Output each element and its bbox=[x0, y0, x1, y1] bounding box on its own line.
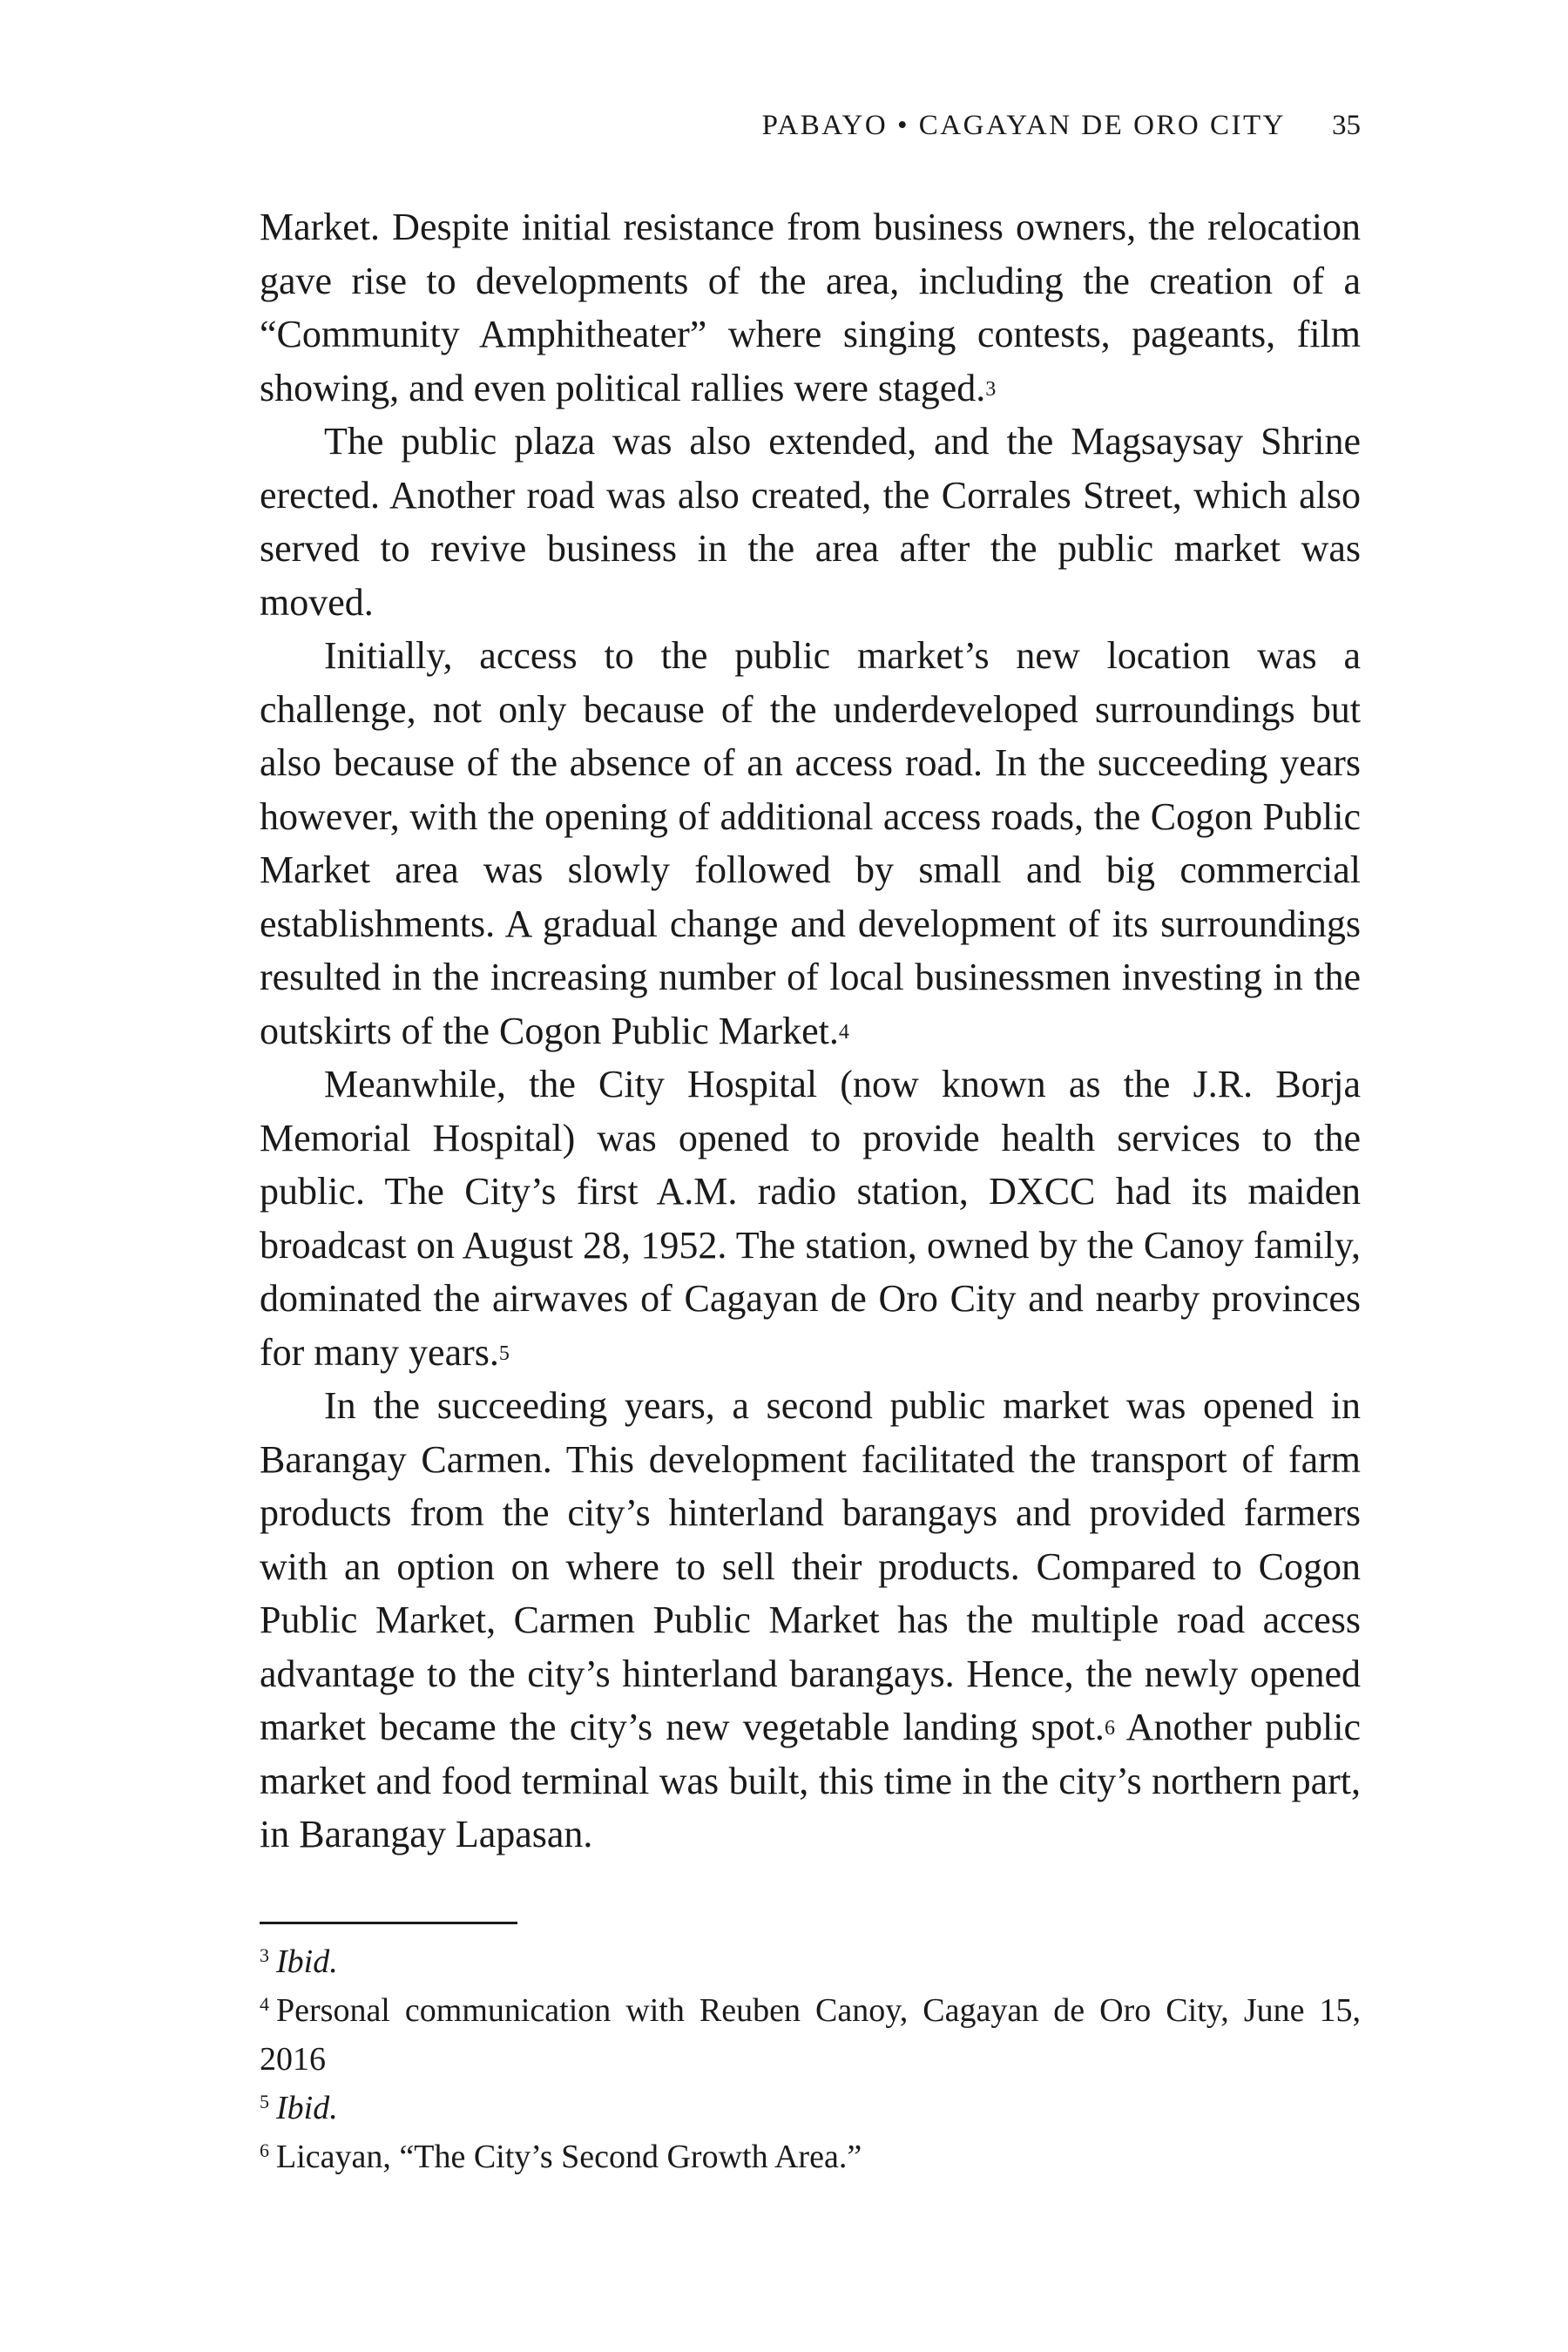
footnote-ref-3: 3 bbox=[985, 377, 997, 401]
footnote-3 bbox=[260, 1937, 1361, 1986]
footnote-text: Ibid. bbox=[276, 1943, 338, 1980]
footnote-ref-5: 5 bbox=[498, 1342, 510, 1365]
footnote-marker: 4 bbox=[260, 1993, 269, 2015]
paragraph-1 bbox=[260, 200, 1361, 415]
paragraph-text: Market. Despite initial resistance from business owners, the relocation gave rise to developments of the area, including the creation of a “Community Amphitheater” where singing contests, pageants, film showing, and even political rallies were staged. bbox=[260, 206, 1361, 409]
footnote-5 bbox=[260, 2084, 1361, 2132]
footnote-marker: 6 bbox=[260, 2139, 269, 2161]
paragraph-text-continued: Another public market and food terminal was built, this time in the city’s northern part, in Barangay Lapasan. bbox=[260, 1706, 1361, 1855]
footnotes bbox=[260, 1937, 1361, 2181]
footnote-text: Ibid. bbox=[276, 2090, 338, 2126]
footnote-marker: 5 bbox=[260, 2091, 269, 2112]
body-text bbox=[260, 200, 1361, 1862]
footnote-marker: 3 bbox=[260, 1944, 269, 1966]
running-head bbox=[260, 106, 1361, 145]
paragraph-5 bbox=[260, 1379, 1361, 1862]
footnote-text: Personal communication with Reuben Canoy, Cagayan de Oro City, June 15, 2016 bbox=[260, 1992, 1361, 2078]
paragraph-2 bbox=[260, 415, 1361, 629]
footnote-ref-4: 4 bbox=[838, 1020, 849, 1044]
paragraph-4 bbox=[260, 1058, 1361, 1379]
running-title: PABAYO • CAGAYAN DE ORO CITY bbox=[761, 110, 1286, 141]
paragraph-text: The public plaza was also extended, and the Magsaysay Shrine erected. Another road was also created, the Corrales Street, which also served to revive business in the area after the public market was moved. bbox=[260, 420, 1361, 624]
paragraph-text: Meanwhile, the City Hospital (now known as the J.R. Borja Memorial Hospital) was opened to provide health services to the public. The City’s first A.M. radio station, DXCC had its maiden broadcast on August 28, 1952. The station, owned by the Canoy family, dominated the airwaves of Cagayan de Oro City and nearby provinces for many years. bbox=[260, 1063, 1361, 1374]
paragraph-text: Initially, access to the public market’s new location was a challenge, not only because of the underdeveloped surroundings but also because of the absence of an access road. In the succeeding years however, with the opening of additional access roads, the Cogon Public Market area was slowly followed by small and big commercial establishments. A gradual change and development of its surroundings resulted in the increasing number of local businessmen investing in the outskirts of the Cogon Public Market. bbox=[260, 634, 1361, 1052]
paragraph-3 bbox=[260, 629, 1361, 1058]
paragraph-text: In the succeeding years, a second public market was opened in Barangay Carmen. This development facilitated the transport of farm products from the city’s hinterland barangays and provided farmers with an option on where to sell their products. Compared to Cogon Public Market, Carmen Public Market has the multiple road access advantage to the city’s hinterland barangays. Hence, the newly opened market became the city’s new vegetable landing spot. bbox=[260, 1384, 1361, 1748]
footnote-text: Licayan, “The City’s Second Growth Area.” bbox=[276, 2139, 862, 2175]
footnote-divider bbox=[260, 1922, 517, 1924]
footnote-6 bbox=[260, 2132, 1361, 2181]
footnote-4 bbox=[260, 1986, 1361, 2084]
footnote-ref-6: 6 bbox=[1104, 1717, 1115, 1740]
page-number: 35 bbox=[1332, 110, 1361, 141]
